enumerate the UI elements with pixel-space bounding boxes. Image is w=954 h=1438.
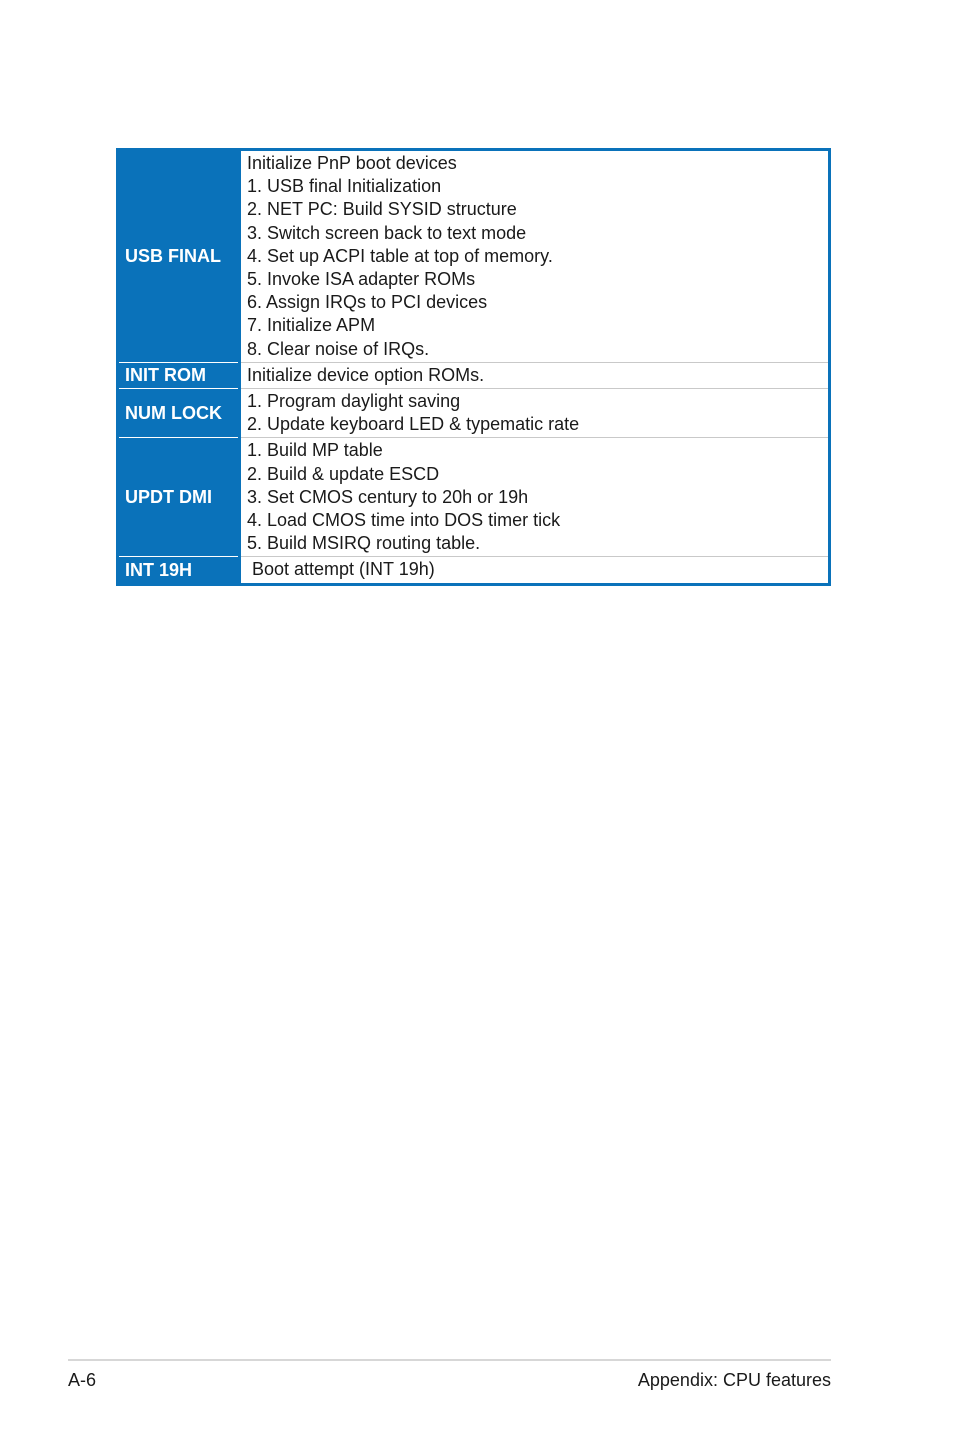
description-line: 2. Update keyboard LED & typematic rate xyxy=(247,414,580,435)
description-line: 5. Invoke ISA adapter ROMs xyxy=(247,269,476,290)
description-line: 4. Set up ACPI table at top of memory. xyxy=(247,245,553,266)
post-code-label: USB FINAL xyxy=(119,151,238,362)
description-line: 5. Build MSIRQ routing table. xyxy=(247,533,481,554)
post-code-table xyxy=(116,148,831,586)
description-line: 8. Clear noise of IRQs. xyxy=(247,338,430,359)
description-line: Boot attempt (INT 19h) xyxy=(252,559,435,580)
table-row xyxy=(119,388,828,437)
post-code-description xyxy=(241,388,828,437)
description-line: 7. Initialize APM xyxy=(247,315,376,336)
description-line: 4. Load CMOS time into DOS timer tick xyxy=(247,510,561,531)
description-line: 6. Assign IRQs to PCI devices xyxy=(247,292,488,313)
description-line: Initialize device option ROMs. xyxy=(247,364,485,385)
page-number: A-6 xyxy=(68,1370,97,1390)
section-title: Appendix: CPU features xyxy=(637,1370,831,1390)
description-line: 2. Build & update ESCD xyxy=(247,463,440,484)
description-line: 1. Program daylight saving xyxy=(247,391,461,412)
description-line: 1. Build MP table xyxy=(247,440,383,461)
post-code-label: INT 19H xyxy=(119,556,238,582)
post-code-description xyxy=(241,362,828,388)
post-code-label: UPDT DMI xyxy=(119,437,238,556)
description-line: 2. NET PC: Build SYSID structure xyxy=(247,199,517,220)
table-row xyxy=(119,362,828,388)
description-line: 1. USB final Initialization xyxy=(247,176,442,197)
description-line: 3. Switch screen back to text mode xyxy=(247,222,527,243)
post-code-label: INIT ROM xyxy=(119,362,238,388)
description-line: 3. Set CMOS century to 20h or 19h xyxy=(247,486,529,507)
post-code-description xyxy=(241,151,828,362)
table-row xyxy=(119,151,828,362)
table-row xyxy=(119,437,828,556)
footer-divider xyxy=(68,1359,831,1361)
post-code-description xyxy=(241,556,828,582)
description-line: Initialize PnP boot devices xyxy=(247,153,457,173)
table-row xyxy=(119,556,828,582)
post-code-description xyxy=(241,437,828,556)
post-code-label: NUM LOCK xyxy=(119,388,238,437)
